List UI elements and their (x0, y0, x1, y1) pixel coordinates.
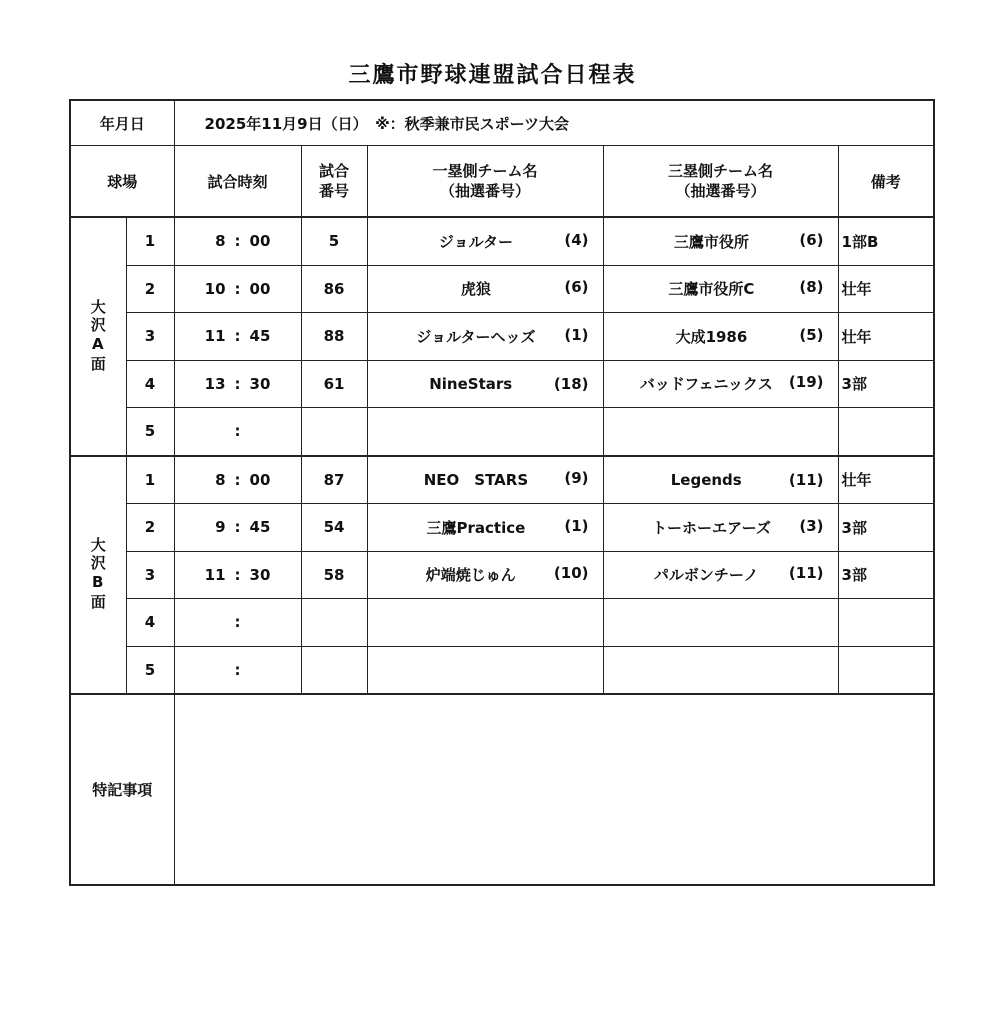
game-time-hour: 13 (204, 374, 226, 393)
game-number (301, 646, 367, 694)
third-base-draw-number: (8) (799, 278, 824, 297)
table-row (70, 456, 934, 504)
remarks: 壮年 (838, 313, 934, 361)
field-name: 大沢A面 (70, 217, 126, 456)
third-base-team (603, 599, 838, 647)
third-base-draw-number: (11) (788, 470, 824, 489)
table-row (70, 504, 934, 552)
game-slot-number: 3 (126, 551, 174, 599)
first-base-draw-number: (10) (553, 564, 589, 583)
remarks (838, 646, 934, 694)
game-number: 87 (301, 456, 367, 504)
game-time-minute: 45 (249, 518, 271, 537)
game-time-minute (250, 422, 290, 440)
game-slot-number: 1 (126, 456, 174, 504)
first-base-header-line1: 一塁側チーム名 (432, 162, 538, 180)
third-base-team (603, 217, 838, 265)
game-time-hour: 8 (215, 232, 226, 251)
game-number: 54 (301, 504, 367, 552)
notes-area (174, 694, 934, 885)
third-base-team-header (603, 146, 838, 218)
table-row (70, 599, 934, 647)
remarks: 壮年 (838, 265, 934, 313)
game-number: 88 (301, 313, 367, 361)
game-time (174, 646, 301, 694)
third-base-team (603, 456, 838, 504)
game-time-hour (186, 422, 226, 440)
remarks: 3部 (838, 360, 934, 408)
game-time-hour: 10 (204, 279, 226, 298)
game-time-minute (250, 661, 290, 679)
third-base-draw-number: (3) (799, 516, 824, 535)
game-time-colon: : (234, 374, 241, 393)
field-header: 球場 (70, 146, 174, 218)
first-base-team-name: 三鷹Practice (426, 518, 526, 537)
remarks: 3部 (838, 551, 934, 599)
game-slot-number: 1 (126, 217, 174, 265)
first-base-team-name: NineStars (429, 374, 513, 393)
first-base-team (367, 646, 603, 694)
game-time (174, 456, 301, 504)
game-time-minute: 30 (249, 565, 271, 584)
first-base-team (367, 504, 603, 552)
game-time-colon: : (234, 232, 241, 251)
first-base-draw-number: (6) (564, 278, 589, 297)
third-base-draw-number: (19) (788, 373, 824, 392)
first-base-team-name: 炉端焼じゅん (425, 566, 516, 585)
game-number: 58 (301, 551, 367, 599)
first-base-team (367, 551, 603, 599)
game-number: 86 (301, 265, 367, 313)
table-row (70, 408, 934, 456)
third-base-draw-number: (5) (799, 325, 824, 344)
first-base-draw-number: (9) (564, 469, 589, 488)
game-time-hour: 8 (215, 470, 226, 489)
remarks: 1部B (838, 217, 934, 265)
game-time-hour: 11 (204, 565, 226, 584)
third-base-team-name: パルボンチーノ (653, 566, 759, 585)
game-slot-number: 5 (126, 408, 174, 456)
remarks (838, 599, 934, 647)
first-base-draw-number: (18) (553, 374, 589, 393)
third-base-header-line1: 三塁側チーム名 (668, 162, 774, 180)
third-base-team (603, 551, 838, 599)
third-base-team (603, 265, 838, 313)
first-base-team (367, 360, 603, 408)
remarks: 3部 (838, 504, 934, 552)
first-base-draw-number: (1) (564, 325, 589, 344)
third-base-team-name: 大成1986 (675, 327, 748, 346)
game-time-colon: : (234, 518, 241, 537)
remarks-header: 備考 (838, 146, 934, 218)
table-row (70, 217, 934, 265)
game-time (174, 551, 301, 599)
third-base-team-name: 三鷹市役所 (673, 232, 749, 251)
game-time-hour: 11 (204, 327, 226, 346)
table-row (70, 646, 934, 694)
date-value: 2025年11月9日（日） ※：秋季兼市民スポーツ大会 (174, 100, 934, 146)
game-time (174, 217, 301, 265)
table-row (70, 360, 934, 408)
date-label: 年月日 (70, 100, 174, 146)
game-number (301, 599, 367, 647)
game-time-colon: : (234, 613, 241, 632)
game-time-colon: : (234, 660, 241, 679)
game-slot-number: 4 (126, 599, 174, 647)
first-base-team (367, 313, 603, 361)
game-time (174, 504, 301, 552)
game-time-hour (186, 613, 226, 631)
game-number: 61 (301, 360, 367, 408)
game-slot-number: 5 (126, 646, 174, 694)
third-base-team-name: Legends (670, 470, 742, 489)
game-time-minute (250, 613, 290, 631)
game-slot-number: 3 (126, 313, 174, 361)
remarks (838, 408, 934, 456)
third-base-team-name: バッドフェニックス (639, 375, 773, 394)
time-header: 試合時刻 (174, 146, 301, 218)
game-slot-number: 4 (126, 360, 174, 408)
table-row (70, 313, 934, 361)
first-base-team-name: 虎狼 (460, 280, 491, 299)
game-time-minute: 00 (249, 279, 271, 298)
game-time (174, 408, 301, 456)
game-time (174, 599, 301, 647)
first-base-team-name: ジョルター (438, 232, 513, 251)
third-base-draw-number: (6) (799, 230, 824, 249)
first-base-draw-number: (1) (564, 516, 589, 535)
game-time (174, 313, 301, 361)
third-base-team (603, 313, 838, 361)
first-base-team (367, 408, 603, 456)
third-base-draw-number: (11) (788, 564, 824, 583)
game-number-header-line2: 番号 (319, 182, 350, 200)
third-base-team (603, 360, 838, 408)
third-base-header-line2: （抽選番号） (675, 182, 766, 200)
game-time-colon: : (234, 327, 241, 346)
third-base-team-name: 三鷹市役所C (668, 280, 755, 299)
game-number: 5 (301, 217, 367, 265)
game-time-minute: 45 (249, 327, 271, 346)
game-time-colon: : (234, 470, 241, 489)
third-base-team (603, 646, 838, 694)
first-base-draw-number: (4) (564, 230, 589, 249)
first-base-team (367, 599, 603, 647)
schedule-table (69, 99, 935, 886)
first-base-team (367, 456, 603, 504)
game-time (174, 265, 301, 313)
game-slot-number: 2 (126, 265, 174, 313)
game-time (174, 360, 301, 408)
game-number-header (301, 146, 367, 218)
third-base-team (603, 408, 838, 456)
first-base-team (367, 265, 603, 313)
first-base-team-name: ジョルターヘッズ (416, 327, 536, 346)
notes-label: 特記事項 (70, 694, 174, 885)
game-time-colon: : (234, 565, 241, 584)
first-base-team-header (367, 146, 603, 218)
table-row (70, 551, 934, 599)
game-time-colon: : (234, 279, 241, 298)
page-title: 三鷹市野球連盟試合日程表 (348, 63, 637, 88)
game-time-minute: 00 (249, 470, 271, 489)
game-time-minute: 30 (249, 374, 271, 393)
third-base-team (603, 504, 838, 552)
first-base-header-line2: （抽選番号） (440, 182, 531, 200)
game-slot-number: 2 (126, 504, 174, 552)
game-time-hour (186, 661, 226, 679)
table-row (70, 265, 934, 313)
game-time-minute: 00 (249, 232, 271, 251)
field-name: 大沢B面 (70, 456, 126, 695)
third-base-team-name: トーホーエアーズ (652, 518, 771, 537)
game-number (301, 408, 367, 456)
game-number-header-line1: 試合 (319, 162, 350, 180)
remarks: 壮年 (838, 456, 934, 504)
first-base-team-name: NEO STARS (423, 471, 529, 490)
first-base-team (367, 217, 603, 265)
game-time-hour: 9 (215, 518, 226, 537)
game-time-colon: : (234, 422, 241, 441)
